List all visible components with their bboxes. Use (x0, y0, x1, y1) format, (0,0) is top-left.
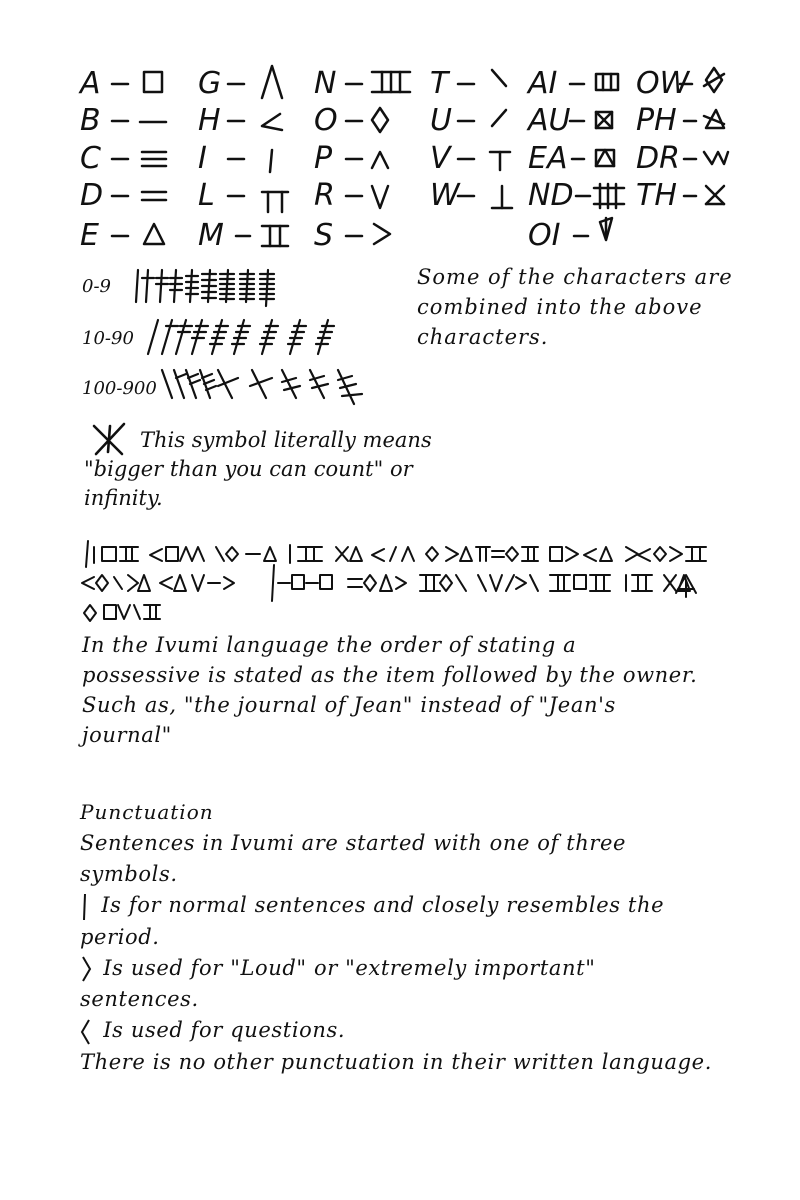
letter-e: E (80, 218, 99, 253)
letter-r: R (314, 178, 335, 213)
vertical-bar-glyph-icon (80, 892, 90, 922)
right-angle-glyph-icon (80, 954, 92, 984)
numerals-hundreds-row (82, 364, 402, 412)
letter-nd: ND (528, 178, 574, 213)
letter-b: B (80, 103, 101, 138)
letter-n: N (314, 66, 337, 101)
letter-th: TH (636, 178, 677, 213)
letter-au: AU (528, 103, 571, 138)
letter-h: H (198, 103, 221, 138)
alphabet-key (0, 0, 800, 260)
numerals-hundreds-glyphs (82, 364, 402, 412)
letter-dr: DR (636, 141, 680, 176)
numerals-tens-row (82, 314, 402, 362)
letter-l: L (198, 178, 215, 213)
punctuation-question-item (80, 1015, 720, 1047)
infinity-note: This symbol literally means "bigger than you can count" or infinity. (84, 428, 432, 510)
numerals-tens-glyphs (82, 314, 402, 362)
punctuation-normal-text: Is for normal sentences and closely resembles the period. (80, 893, 665, 949)
letter-i: I (198, 141, 207, 176)
punctuation-intro: Sentences in Ivumi are started with one of three symbols. (80, 831, 627, 886)
numerals-tens-label: 10-90 (82, 328, 134, 349)
letter-ea: EA (528, 141, 568, 176)
letter-ai: AI (528, 66, 558, 101)
numerals-ones-row (82, 262, 402, 310)
punctuation-heading: Punctuation (80, 800, 214, 824)
letter-o: O (314, 103, 338, 138)
punctuation-question-text: Is used for questions. (103, 1018, 346, 1042)
punctuation-loud-item (80, 953, 720, 1016)
letter-g: G (198, 66, 222, 101)
combined-characters-note: Some of the characters are combined into the above characters. (417, 265, 733, 349)
punctuation-closing: There is no other punctuation in their written language. (80, 1049, 712, 1074)
possessive-note: In the Ivumi language the order of stating a possessive is stated as the item followed by the owner. Such as, "the journal of Jean" instead of "Jean's journal" (82, 633, 698, 747)
left-angle-glyph-icon (80, 1017, 92, 1047)
letter-t: T (430, 66, 449, 101)
ivumi-script-sample (80, 535, 720, 625)
letter-w: W (430, 178, 460, 213)
letter-a: A (80, 66, 101, 101)
punctuation-normal-item (80, 890, 720, 953)
punctuation-loud-text: Is used for "Loud" or "extremely important" sentences. (80, 955, 596, 1011)
letter-v: V (430, 141, 451, 176)
numerals-ones-label: 0-9 (82, 276, 111, 297)
letter-oi: OI (528, 218, 561, 253)
letter-d: D (80, 178, 104, 213)
numerals-ones-glyphs (82, 262, 402, 310)
letter-m: M (198, 218, 224, 253)
letter-u: U (430, 103, 452, 138)
letter-ph: PH (636, 103, 677, 138)
letter-s: S (314, 218, 334, 253)
letter-p: P (314, 141, 333, 176)
letter-ow: OW (636, 66, 690, 101)
punctuation-body (80, 828, 720, 1078)
letter-c: C (80, 141, 101, 176)
numerals-hundreds-label: 100-900 (82, 378, 157, 399)
